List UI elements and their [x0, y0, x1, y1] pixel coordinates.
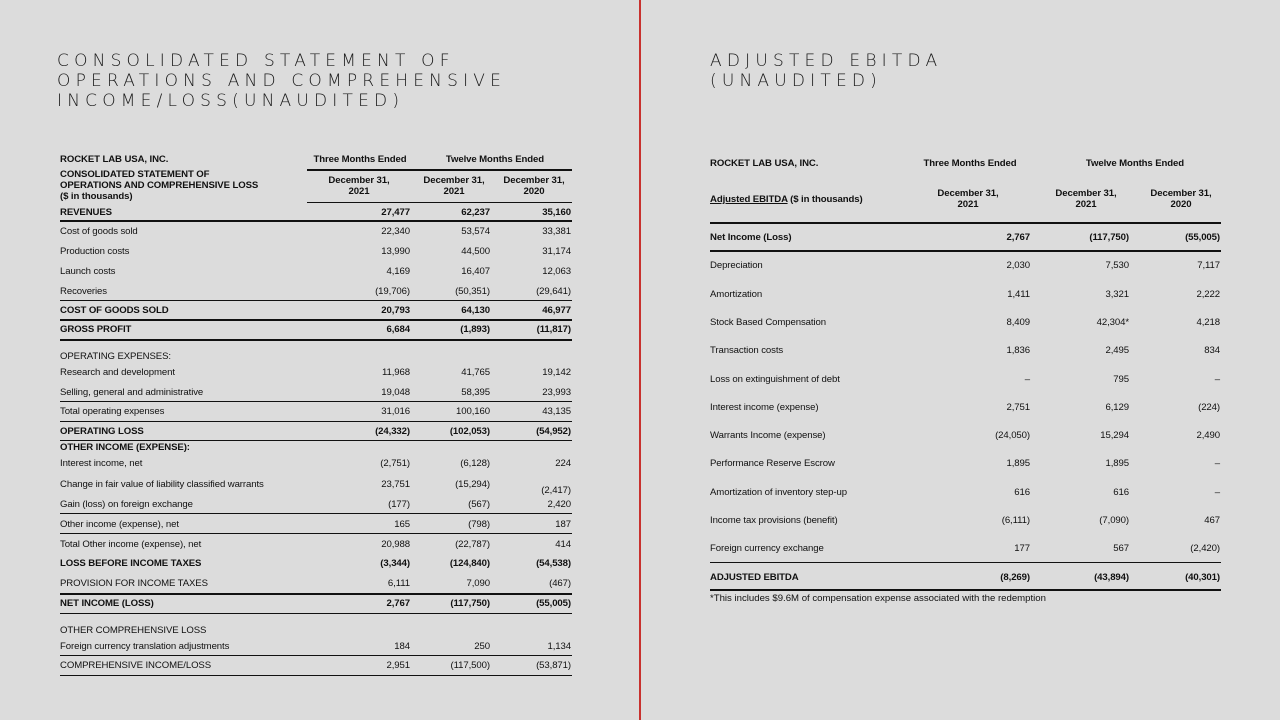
left-page-heading — [57, 51, 506, 111]
row-label: Warrants Income (expense) — [710, 430, 826, 442]
row-value: (224) — [1198, 401, 1220, 413]
row-value: (117,750) — [1089, 232, 1129, 243]
row-label: Research and development — [60, 367, 175, 378]
right-col-header-3 — [1137, 188, 1225, 210]
row-value: 467 — [1204, 515, 1220, 526]
row-value: (24,050) — [995, 430, 1030, 442]
row-label: Total operating expenses — [60, 406, 165, 417]
row-label: OPERATING LOSS — [60, 426, 144, 437]
row-value: 64,130 — [461, 305, 490, 316]
left-company-name: ROCKET LAB USA, INC. — [60, 154, 169, 165]
row-label: Transaction costs — [710, 345, 784, 357]
row-value: (11,817) — [536, 324, 571, 335]
row-value: 2,751 — [1006, 401, 1030, 413]
right-subtitle-rest: ($ in thousands) — [787, 194, 863, 205]
row-label: GROSS PROFIT — [60, 324, 132, 335]
left-header-underline — [307, 202, 572, 203]
row-value: (8,269) — [1000, 571, 1030, 583]
row-value: 7,117 — [1197, 260, 1220, 272]
row-value: (467) — [549, 578, 571, 589]
row-label: OTHER COMPREHENSIVE LOSS — [60, 625, 207, 636]
statement-title-line: CONSOLIDATED STATEMENT OF — [60, 169, 210, 180]
row-label: PROVISION FOR INCOME TAXES — [60, 578, 208, 589]
col-header-line: December 31, — [1150, 188, 1212, 199]
row-value: 616 — [1113, 486, 1129, 498]
row-rule — [60, 440, 572, 441]
row-value: 187 — [555, 519, 571, 530]
row-value: 177 — [1014, 543, 1030, 555]
row-value: (117,750) — [450, 598, 490, 609]
row-label: Selling, general and administrative — [60, 387, 204, 398]
row-value: (15,294) — [455, 479, 490, 490]
row-label: Loss on extinguishment of debt — [710, 373, 840, 385]
row-value: (2,417) — [541, 485, 571, 496]
heading-line: OPERATIONS AND COMPREHENSIVE — [57, 71, 507, 91]
right-group-three-months: Three Months Ended — [923, 158, 1017, 169]
row-rule — [60, 300, 572, 301]
row-label: Amortization of inventory step-up — [710, 486, 847, 498]
row-value: 35,160 — [542, 207, 571, 218]
row-value: 2,420 — [547, 499, 571, 510]
row-label: Total Other income (expense), net — [60, 539, 202, 550]
row-value: 20,793 — [381, 305, 410, 316]
col-header-line: December 31, — [328, 175, 390, 186]
row-value: 6,111 — [387, 578, 410, 589]
row-rule — [60, 401, 572, 402]
heading-line: (UNAUDITED) — [710, 71, 883, 91]
row-value: (102,053) — [449, 426, 490, 437]
row-value: 1,836 — [1006, 345, 1030, 357]
row-value: 2,222 — [1196, 288, 1220, 300]
row-value: 2,951 — [386, 660, 410, 671]
row-label: NET INCOME (LOSS) — [60, 598, 154, 609]
statement-title-line: ($ in thousands) — [60, 191, 133, 202]
footnote: *This includes $9.6M of compensation expense associated with the redemption — [710, 593, 1046, 604]
left-group-twelve-months: Twelve Months Ended — [445, 154, 545, 165]
row-value: 567 — [1113, 543, 1129, 555]
row-value: 2,767 — [386, 598, 410, 609]
row-label: Stock Based Compensation — [710, 316, 826, 328]
row-value: 19,142 — [542, 367, 571, 378]
row-value: 43,135 — [542, 406, 571, 417]
row-value: 165 — [394, 519, 410, 530]
row-label: Income tax provisions (benefit) — [710, 515, 838, 526]
heading-line: CONSOLIDATED STATEMENT OF — [57, 51, 455, 71]
row-value: (55,005) — [1185, 232, 1220, 243]
right-col-header-1 — [924, 188, 1012, 210]
heading-line: INCOME/LOSS(UNAUDITED) — [57, 91, 405, 111]
row-value: (1,893) — [460, 324, 490, 335]
row-label: Cost of goods sold — [60, 226, 138, 237]
row-value: (43,894) — [1094, 571, 1129, 583]
row-value: 1,411 — [1007, 288, 1030, 300]
heading-line: ADJUSTED EBITDA — [710, 51, 943, 71]
row-value: (22,787) — [455, 539, 490, 550]
row-label: Interest income, net — [60, 458, 143, 469]
row-label: COST OF GOODS SOLD — [60, 305, 169, 316]
row-value: 414 — [555, 539, 571, 550]
row-value: 11,968 — [381, 367, 410, 378]
row-value: 8,409 — [1006, 316, 1030, 328]
row-label: COMPREHENSIVE INCOME/LOSS — [60, 660, 212, 671]
row-label: Interest income (expense) — [710, 401, 819, 413]
row-label: OTHER INCOME (EXPENSE): — [60, 442, 190, 453]
row-label: Change in fair value of liability classified warrants — [60, 479, 264, 490]
col-header-line: 2021 — [1075, 199, 1097, 210]
row-label: Net Income (Loss) — [710, 232, 792, 243]
row-value: 31,174 — [542, 246, 571, 257]
row-value: (177) — [388, 499, 410, 510]
row-value: 31,016 — [381, 406, 410, 417]
row-value: 7,090 — [466, 578, 490, 589]
row-rule — [60, 655, 572, 656]
row-rule — [60, 421, 572, 422]
row-value: (19,706) — [375, 286, 410, 297]
row-value: 250 — [474, 641, 490, 652]
statement-title-line: OPERATIONS AND COMPREHENSIVE LOSS — [60, 180, 259, 191]
row-value: (3,344) — [380, 558, 410, 569]
row-value: 15,294 — [1100, 430, 1129, 442]
row-label: Other income (expense), net — [60, 519, 179, 530]
row-value: 22,340 — [381, 226, 410, 237]
col-header-line: December 31, — [937, 188, 999, 199]
row-value: (40,301) — [1185, 571, 1220, 583]
row-value: (54,952) — [536, 426, 571, 437]
row-rule — [710, 250, 1221, 252]
row-value: 12,063 — [542, 266, 571, 277]
row-value: 795 — [1113, 373, 1129, 385]
right-col-header-2 — [1042, 188, 1130, 210]
row-rule — [60, 319, 572, 321]
row-value: – — [1214, 486, 1220, 498]
row-value: 58,395 — [461, 387, 490, 398]
row-value: 6,684 — [386, 324, 410, 335]
row-rule — [60, 220, 572, 222]
row-value: 16,407 — [461, 266, 490, 277]
row-rule — [60, 533, 572, 534]
row-value: 616 — [1014, 486, 1030, 498]
left-group-three-months: Three Months Ended — [313, 154, 407, 165]
row-value: (55,005) — [536, 598, 571, 609]
row-value: 53,574 — [461, 226, 490, 237]
income-statement-table — [60, 148, 572, 688]
row-value: 19,048 — [381, 387, 410, 398]
left-header-rule — [307, 169, 572, 171]
row-value: (2,420) — [1190, 543, 1220, 555]
row-label: Depreciation — [710, 260, 763, 272]
right-subtitle — [710, 194, 863, 205]
row-rule — [60, 593, 572, 595]
row-value: (24,332) — [375, 426, 410, 437]
adjusted-ebitda-link[interactable]: Adjusted EBITDA — [710, 194, 788, 205]
row-value: 33,381 — [542, 226, 571, 237]
row-rule — [60, 675, 572, 676]
row-value: 6,129 — [1105, 401, 1129, 413]
row-value: 4,218 — [1196, 316, 1220, 328]
row-value: 7,530 — [1105, 260, 1129, 272]
col-header-line: December 31, — [503, 175, 565, 186]
row-value: (124,840) — [449, 558, 490, 569]
row-value: 42,304* — [1096, 316, 1129, 328]
row-rule — [60, 613, 572, 614]
left-statement-title — [60, 169, 258, 202]
row-label: Amortization — [710, 288, 763, 300]
row-value: (29,641) — [536, 286, 571, 297]
row-value: 23,751 — [381, 479, 410, 490]
row-rule — [60, 339, 572, 341]
row-rule — [710, 562, 1221, 563]
row-value: 13,990 — [381, 246, 410, 257]
row-value: 4,169 — [386, 266, 410, 277]
row-label: Launch costs — [60, 266, 116, 277]
row-label: Gain (loss) on foreign exchange — [60, 499, 193, 510]
row-value: 1,134 — [547, 641, 571, 652]
row-label: Foreign currency exchange — [710, 543, 824, 555]
row-value: – — [1214, 458, 1220, 470]
row-value: (54,538) — [536, 558, 571, 569]
row-value: 224 — [555, 458, 571, 469]
col-header-line: 2020 — [523, 186, 545, 197]
row-value: 3,321 — [1105, 288, 1129, 300]
row-value: 100,160 — [456, 406, 490, 417]
left-col-header-1 — [315, 175, 403, 197]
row-label: OPERATING EXPENSES: — [60, 351, 171, 362]
col-header-line: December 31, — [423, 175, 485, 186]
row-value: 41,765 — [461, 367, 490, 378]
row-value: 1,895 — [1006, 458, 1030, 470]
row-value: 2,767 — [1006, 232, 1030, 243]
row-value: (6,111) — [1001, 515, 1030, 526]
right-group-twelve-months: Twelve Months Ended — [1085, 158, 1185, 169]
row-value: 23,993 — [542, 387, 571, 398]
row-label: Performance Reserve Escrow — [710, 458, 835, 470]
row-value: (2,751) — [380, 458, 410, 469]
col-header-line: 2020 — [1170, 199, 1192, 210]
row-value: 46,977 — [542, 305, 571, 316]
row-value: 2,030 — [1006, 260, 1030, 272]
row-label: REVENUES — [60, 207, 112, 218]
row-value: 2,495 — [1105, 345, 1129, 357]
row-rule — [60, 513, 572, 514]
row-value: (798) — [468, 519, 490, 530]
row-value: – — [1024, 373, 1030, 385]
row-value: 44,500 — [461, 246, 490, 257]
row-label: ADJUSTED EBITDA — [710, 571, 799, 583]
row-label: Recoveries — [60, 286, 107, 297]
row-value: 27,477 — [381, 207, 410, 218]
center-divider — [639, 0, 641, 720]
row-rule — [710, 222, 1221, 224]
row-value: (567) — [468, 499, 490, 510]
row-value: (117,500) — [450, 660, 490, 671]
row-value: 1,895 — [1105, 458, 1129, 470]
row-value: – — [1214, 373, 1220, 385]
left-col-header-3 — [490, 175, 578, 197]
row-value: (53,871) — [536, 660, 571, 671]
row-value: 2,490 — [1196, 430, 1220, 442]
col-header-line: 2021 — [443, 186, 465, 197]
col-header-line: 2021 — [348, 186, 370, 197]
row-value: (50,351) — [455, 286, 490, 297]
row-value: 834 — [1204, 345, 1220, 357]
row-rule — [710, 589, 1221, 591]
left-col-header-2 — [410, 175, 498, 197]
col-header-line: 2021 — [957, 199, 979, 210]
adjusted-ebitda-table — [710, 152, 1221, 612]
row-label: Foreign currency translation adjustments — [60, 641, 230, 652]
row-label: Production costs — [60, 246, 130, 257]
right-company-name: ROCKET LAB USA, INC. — [710, 158, 819, 169]
col-header-line: December 31, — [1055, 188, 1117, 199]
row-value: 184 — [394, 641, 410, 652]
row-value: 62,237 — [461, 207, 490, 218]
row-value: (6,128) — [460, 458, 490, 469]
row-value: 20,988 — [381, 539, 410, 550]
right-page-heading — [710, 51, 942, 91]
row-value: (7,090) — [1099, 515, 1129, 526]
row-label: LOSS BEFORE INCOME TAXES — [60, 558, 202, 569]
